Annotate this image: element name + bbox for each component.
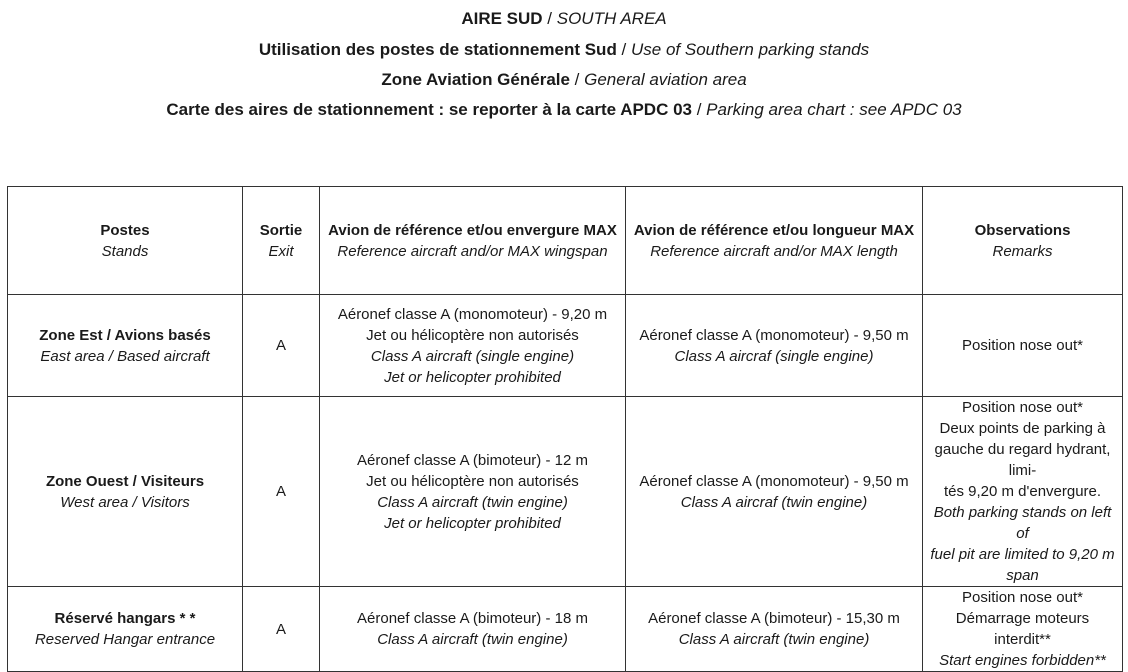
remarks-cell: Position nose out* Deux points de parking à gauche du regard hydrant, limi- tés 9,20 m d'envergure. Both parking stands on left of fuel pit are limited to 9,20 m span xyxy=(923,397,1123,587)
stand-cell: Zone Est / Avions basés East area / Based aircraft xyxy=(8,295,243,397)
exit-cell: A xyxy=(243,397,320,587)
header-line-3 xyxy=(0,70,1128,90)
separator: / xyxy=(569,70,585,89)
column-header-wingspan: Avion de référence et/ou envergure MAX Reference aircraft and/or MAX wingspan xyxy=(320,187,626,295)
area-title-en: SOUTH AREA xyxy=(556,9,667,28)
exit-cell: A xyxy=(243,587,320,672)
wingspan-cell: Aéronef classe A (bimoteur) - 12 m Jet ou hélicoptère non autorisés Class A aircraft (twin engine) Jet or helicopter prohibited xyxy=(320,397,626,587)
usage-title-en: Use of Southern parking stands xyxy=(631,40,870,59)
chart-reference: Carte des aires de stationnement : se reporter à la carte APDC 03 xyxy=(166,100,692,119)
column-header-length: Avion de référence et/ou longueur MAX Reference aircraft and/or MAX length xyxy=(626,187,923,295)
chart-reference-en: Parking area chart : see APDC 03 xyxy=(706,100,962,119)
separator: / xyxy=(616,40,631,59)
length-cell: Aéronef classe A (bimoteur) - 15,30 m Class A aircraft (twin engine) xyxy=(626,587,923,672)
length-cell: Aéronef classe A (monomoteur) - 9,50 m Class A aircraf (twin engine) xyxy=(626,397,923,587)
zone-title: Zone Aviation Générale xyxy=(381,70,570,89)
table-row xyxy=(8,587,1123,672)
area-title: AIRE SUD xyxy=(461,9,543,28)
table-row xyxy=(8,397,1123,587)
column-header-exit: Sortie Exit xyxy=(243,187,320,295)
stand-cell: Réservé hangars * * Reserved Hangar entrance xyxy=(8,587,243,672)
wingspan-cell: Aéronef classe A (monomoteur) - 9,20 m Jet ou hélicoptère non autorisés Class A aircraft (single engine) Jet or helicopter prohibited xyxy=(320,295,626,397)
separator: / xyxy=(692,100,707,119)
separator: / xyxy=(542,9,557,28)
stand-cell: Zone Ouest / Visiteurs West area / Visitors xyxy=(8,397,243,587)
length-cell: Aéronef classe A (monomoteur) - 9,50 m Class A aircraf (single engine) xyxy=(626,295,923,397)
column-header-stands: Postes Stands xyxy=(8,187,243,295)
table-header-row xyxy=(8,187,1123,295)
zone-title-en: General aviation area xyxy=(584,70,747,89)
parking-stands-table xyxy=(7,186,1123,672)
exit-cell: A xyxy=(243,295,320,397)
header-line-1 xyxy=(0,9,1128,29)
remarks-cell: Position nose out* xyxy=(923,295,1123,397)
remarks-cell: Position nose out* Démarrage moteurs interdit** Start engines forbidden** xyxy=(923,587,1123,672)
usage-title: Utilisation des postes de stationnement Sud xyxy=(258,40,617,59)
table-row xyxy=(8,295,1123,397)
header-line-2 xyxy=(0,40,1128,60)
column-header-remarks: Observations Remarks xyxy=(923,187,1123,295)
header-line-4 xyxy=(0,100,1128,120)
wingspan-cell: Aéronef classe A (bimoteur) - 18 m Class A aircraft (twin engine) xyxy=(320,587,626,672)
